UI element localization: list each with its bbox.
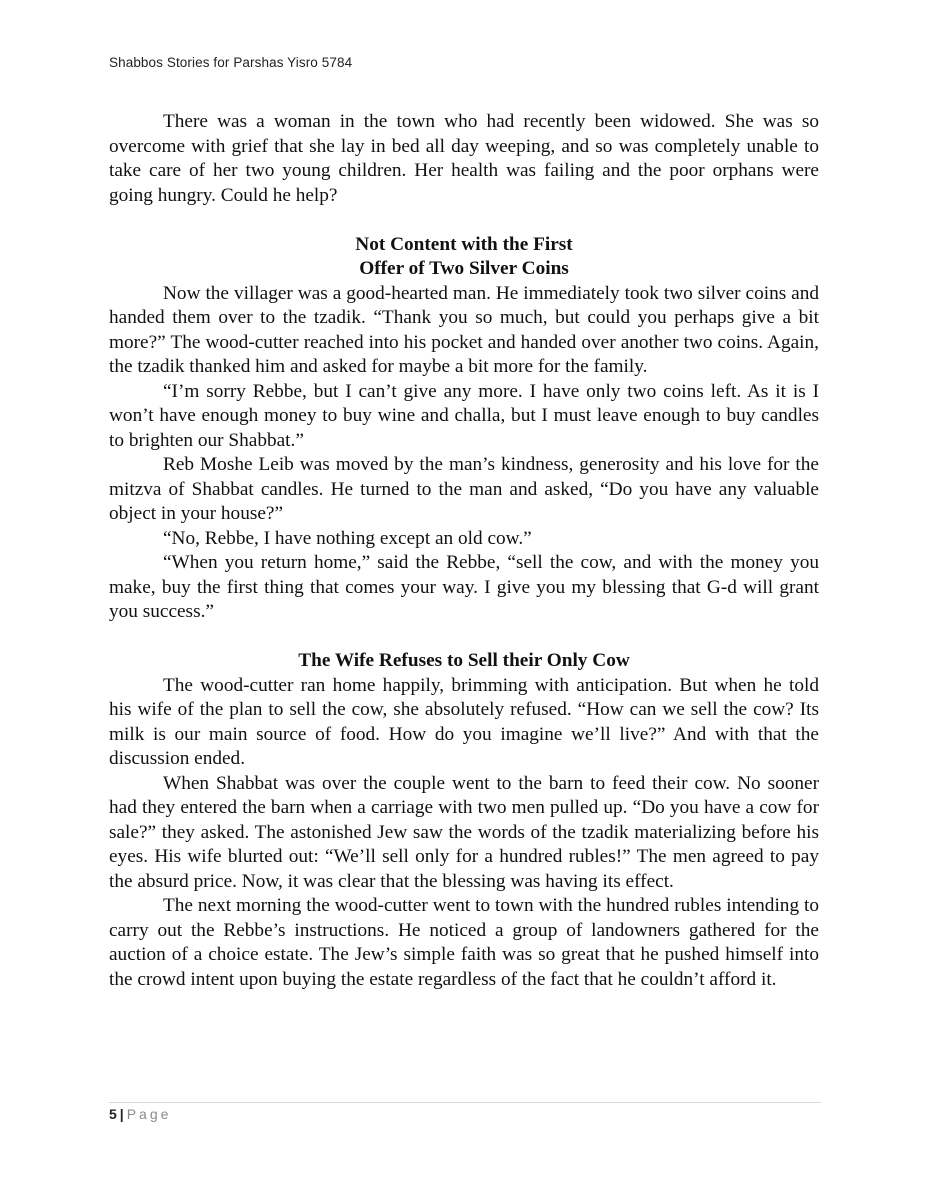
paragraph-6: The wood-cutter ran home happily, brimming with anticipation. But when he told his wife of the plan to sell the cow, she absolutely refused. “How can we sell the cow? Its milk is our main source of food. How do you imagine we’ll live?” And with that the discussion ended. — [109, 674, 819, 769]
paragraph-gap — [109, 208, 819, 233]
paragraph-2: “I’m sorry Rebbe, but I can’t give any more. I have only two coins left. As it is I won’t have enough money to buy wine and challa, but I must leave enough to buy candles to brighten our Shabbat.” — [109, 380, 819, 451]
paragraph-1: Now the villager was a good-hearted man. He immediately took two silver coins and handed them over to the tzadik. “Thank you so much, but could you perhaps give a bit more?” The wood-cutter reached into his pocket and handed over another two coins. Again, the tzadik thanked him and asked for maybe a bit more for the family. — [109, 282, 819, 377]
paragraph-intro: There was a woman in the town who had recently been widowed. She was so overcome with grief that she lay in bed all day weeping, and so was completely unable to take care of her two young children. Her health was failing and the poor orphans were going hungry. Could he help? — [109, 111, 819, 206]
page-footer — [109, 1106, 171, 1122]
footer-divider — [109, 1102, 821, 1103]
section-heading-2: The Wife Refuses to Sell their Only Cow — [298, 650, 630, 671]
section-heading-1-line-2: Offer of Two Silver Coins — [359, 258, 569, 279]
section-heading-1-line-1: Not Content with the First — [355, 233, 573, 255]
paragraph-3: Reb Moshe Leib was moved by the man’s kindness, generosity and his love for the mitzva of Shabbat candles. He turned to the man and asked, “Do you have any valuable object in your house?” — [109, 454, 819, 524]
footer-separator: | — [119, 1106, 124, 1122]
paragraph-gap — [109, 625, 819, 650]
running-header: Shabbos Stories for Parshas Yisro 5784 — [109, 55, 353, 70]
paragraph-5: “When you return home,” said the Rebbe, “sell the cow, and with the money you make, buy the first thing that comes your way. I give you my blessing that G-d will grant you success.” — [109, 552, 819, 622]
page-number: 5 — [109, 1106, 117, 1122]
paragraph-8: The next morning the wood-cutter went to town with the hundred rubles intending to carry out the Rebbe’s instructions. He noticed a group of landowners gathered for the auction of a choice estate. The Jew’s simple faith was so great that he pushed himself into the crowd intent upon buying the estate regardless of the fact that he couldn’t afford it. — [109, 895, 819, 990]
page-body — [109, 110, 819, 992]
page-label: Page — [126, 1106, 172, 1122]
paragraph-7: When Shabbat was over the couple went to the barn to feed their cow. No sooner had they entered the barn when a carriage with two men pulled up. “Do you have a cow for sale?” they asked. The astonished Jew saw the words of the tzadik materializing before his eyes. His wife blurted out: “We’ll sell only for a hundred rubles!” The men agreed to pay the absurd price. Now, it was clear that the blessing was having its effect. — [109, 772, 819, 892]
paragraph-4: “No, Rebbe, I have nothing except an old cow.” — [163, 527, 532, 549]
